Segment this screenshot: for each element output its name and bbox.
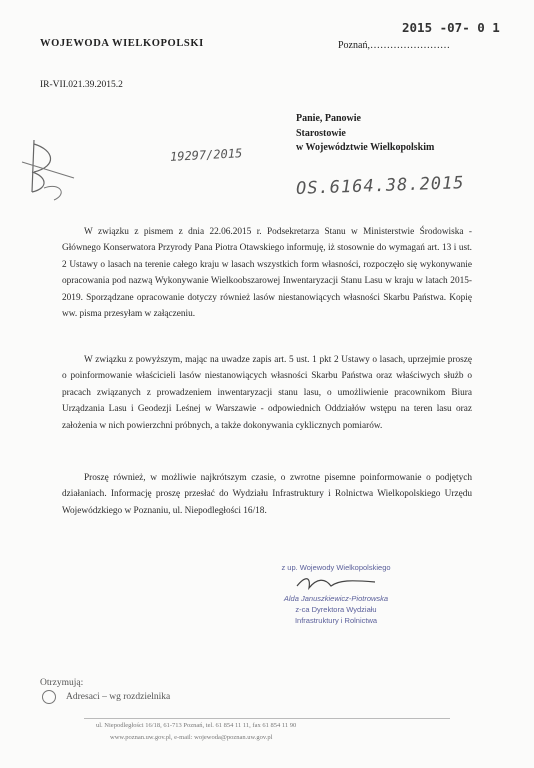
body-paragraph-3: Proszę również, w możliwie najkrótszym czasie, o zwrotne pisemne poinformowanie o podjętych działaniach. Informację proszę przesłać do Wydziału Infrastruktury i Rolnictwa Wielkopolskiego Urzędu Wojewódzkiego w Poznaniu, ul. Niepodległości 16/18. — [62, 473, 472, 516]
handwritten-scribble-icon — [14, 132, 84, 202]
addressee-block — [296, 112, 434, 156]
footer-contact: www.poznan.uw.gov.pl, e-mail: wojewoda@poznan.uw.gov.pl — [110, 734, 273, 741]
distribution-item-1: Adresaci – wg rozdzielnika — [66, 692, 171, 702]
footer-address: ul. Niepodległości 16/18, 61-713 Poznań, tel. 61 854 11 11, fax 61 854 11 90 — [96, 722, 297, 729]
body-paragraph-2: W związku z powyższym, mając na uwadze zapis art. 5 ust. 1 pkt 2 Ustawy o lasach, uprzejmie proszę o poinformowanie właścicieli lasów niestanowiących własności Skarbu Państwa oraz właściwych służb o pracach związanych z prowadzeniem inwentaryzacji stanu lasu, o umożliwienie pracownikom Biura Urządzania Lasu i Geodezji Leśnej w Warszawie - odpowiednich Oddziałów wstępu na teren lasu oraz założenia w nich powierzchni próbnych, a także dokonywania cyklicznych pomiarów. — [62, 355, 472, 431]
handwritten-note-left: 19297/2015 — [169, 146, 243, 164]
addressee-line3: w Województwie Wielkopolskim — [296, 142, 435, 153]
signature-line1: z up. Wojewody Wielkopolskiego — [281, 563, 391, 572]
signature-block — [256, 562, 416, 626]
date-stamp: 2015 -07- 0 1 — [402, 20, 500, 35]
signature-name: Alda Januszkiewicz-Piotrowska — [283, 594, 389, 603]
place-date: Poznań,…………………… — [338, 40, 450, 51]
distribution-heading: Otrzymują: — [40, 678, 84, 688]
signature-line4: Infrastruktury i Rolnictwa — [294, 616, 378, 625]
body-paragraph-1: W związku z pismem z dnia 22.06.2015 r. Podsekretarza Stanu w Ministerstwie Środowiska - Głównego Konserwatora Przyrody Pana Piotra Otawskiego informuję, iż stosownie do wymagań art. 13 i ust. 2 Ustawy o lasach na terenie całego kraju w lasach wszystkich form własności, rozpoczęło się wykonywanie opracowania pod nazwą Wykonywanie Wielkoobszarowej Inwentaryzacji Stanu Lasu w kraju w latach 2015-2019. Sporządzane opracowanie dotyczy również lasów niestanowiących własności Skarbu Państwa. Kopię ww. pisma przesyłam w załączeniu. — [62, 227, 472, 320]
signature-line3: z-ca Dyrektora Wydziału — [295, 605, 377, 614]
footer-divider — [84, 718, 450, 719]
addressee-line2: Starostowie — [296, 127, 346, 139]
addressee-line1: Panie, Panowie — [296, 113, 361, 124]
distribution-circle-icon — [42, 690, 56, 704]
handwritten-note-right: OS.6164.38.2015 — [295, 173, 465, 199]
signature-scribble-icon — [291, 574, 381, 592]
authority-name: WOJEWODA WIELKOPOLSKI — [40, 38, 204, 49]
reference-number: IR-VII.021.39.2015.2 — [40, 80, 123, 90]
